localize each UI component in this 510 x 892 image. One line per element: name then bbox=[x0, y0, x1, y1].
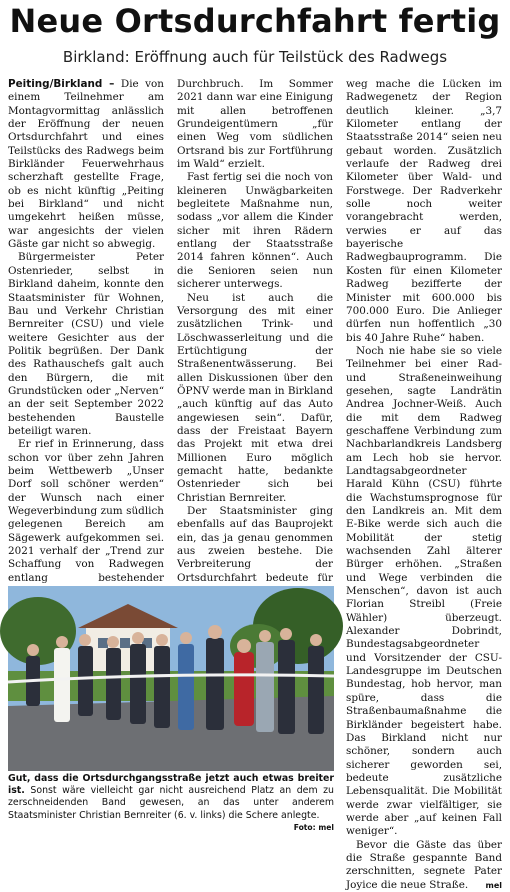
paragraph: weg mache die Lücken im Radwegenetz der Region deutlich kleiner. „3,7 Kilometer entlang der Staatsstraße 2014“ seien neu gebaut worden. Zusätzlich verlaufe der Radweg drei Kilometer über Wald- und Forstwege. Der Radverkehr solle noch weiter vorangebracht werden, verwies er auf das bayerische Radwegbauprogramm. Die Kosten für einen Kilometer Radweg bezifferte der Minister mit 600.000 bis 700.000 Euro. Die Anlieger dürfen nun hoffentlich „30 bis 40 Jahre Ruhe“ haben. bbox=[346, 78, 502, 344]
headline: Neue Ortsdurchfahrt fertig bbox=[9, 2, 501, 40]
photo-illustration bbox=[8, 586, 334, 771]
article-column-3 bbox=[346, 78, 502, 891]
photo-credit: Foto: mel bbox=[293, 822, 334, 832]
paragraph bbox=[8, 78, 164, 251]
dateline: Peiting/Birkland – bbox=[8, 78, 115, 90]
article-column-2 bbox=[177, 78, 333, 584]
caption-body: Sonst wäre vielleicht gar nicht ausreichend Platz an dem zu zerschneidenden Band gewesen, an das unter anderem Staatsminister Christian Bernreiter (6. v. links) die Schere anlegte. bbox=[8, 785, 334, 821]
paragraph-text: Die von einem Teilnehmer am Montagvormittag anlässlich der Eröffnung der neuen Ortsdurchfahrt und eines Teilstücks des Radwegs beim Birkländer Feuerwehrhaus scherzhaft gestellte Frage, ob es nicht künftig „Peiting bei Birkland“ und nicht umgekehrt heißen müsse, war angesichts der vielen Gäste gar nicht so abwegig. bbox=[8, 78, 164, 251]
paragraph: Fast fertig sei die noch von kleineren Unwägbarkeiten begleitete Maßnahme nun, sodass „vor allem die Kinder sicher mit ihren Rädern entlang der Staatsstraße 2014 fahren können“. Auch die Senioren seien nun sicherer unterwegs. bbox=[177, 171, 333, 291]
paragraph: Er rief in Erinnerung, dass schon vor über zehn Jahren beim Wettbewerb „Unser Dorf soll schöner werden“ der Wunsch nach einer Wegeverbindung zum südlich gelegenen Bereich am Sägewerk aufgekommen sei. 2021 verhalf der „Trend zur Schaffung von Radwegen entlang bestehender bbox=[8, 438, 164, 584]
paragraph: Noch nie habe sie so viele Teilnehmer bei einer Rad- und Straßeneinweihung gesehen, sagte Landrätin Andrea Jochner-Weiß. Auch die mit dem Radweg geschaffene Verbindung zum Nachbarlandkreis Landsberg am Lech hob sie hervor. Landtagsabgeordneter Harald Kühn (CSU) führte die Wachstumsprognose für den Landkreis an. Mit dem E-Bike werde sich auch die Mobilität der stetig wachsenden Zahl älterer Bürger erhöhen. „Straßen und Wege verbinden die Menschen“, davon ist auch Florian Streibl (Freie Wähler) überzeugt. Alexander Dobrindt, Bundestagsabgeordneter und Vorsitzender der CSU-Landesgruppe im Deutschen Bundestag, hob hervor, man spüre, dass die Straßenbaumaßnahme die Birkländer begeistert habe. Das Birkland nicht nur schöner, sondern auch sicherer geworden sei, bedeute zusätzliche Lebensqualität. Die Mobilität werde zwar vielfältiger, sie werde aber „auf keinen Fall weniger“. bbox=[346, 344, 502, 838]
caption-lead: Gut, dass die Ortsdurchgangsstraße jetzt auch etwas breiter ist. bbox=[8, 773, 334, 797]
paragraph: Bürgermeister Peter Ostenrieder, selbst in Birkland daheim, konnte den Staatsminister für Wohnen, Bau und Verkehr Christian Bernreiter (CSU) und viele weitere Gesichter aus der Politik begrüßen. Der Dank des Rathauschefs galt auch den Bürgern, die mit Grundstücken oder „Nerven“ an der seit September 2022 bestehenden Baustelle beteiligt waren. bbox=[8, 251, 164, 437]
article-column-1 bbox=[8, 78, 164, 584]
author-signature: mel bbox=[485, 880, 502, 890]
paragraph: Durchbruch. Im Sommer 2021 dann war eine Einigung mit allen betroffenen Grundeigentümern „für einen Weg vom südlichen Ortsrand bis zur Fortführung im Wald“ erzielt. bbox=[177, 78, 333, 171]
photo-caption bbox=[8, 773, 334, 834]
subheadline: Birkland: Eröffnung auch für Teilstück des Radwegs bbox=[62, 48, 448, 66]
paragraph: Der Staatsminister ging ebenfalls auf das Bauprojekt ein, das ja genau genommen aus zweien bestehe. Die Verbreiterung der Ortsdurchfahrt bedeute für bbox=[177, 505, 333, 584]
paragraph: Neu ist auch die Versorgung des mit einer zusätzlichen Trink- und Löschwasserleitung und die Ertüchtigung der Straßenentwässerung. Bei allen Diskussionen über den ÖPNV werde man in Birkland „auch künftig auf das Auto angewiesen sein“. Dafür, dass der Freistaat Bayern das Projekt mit etwa drei Millionen Euro möglich gemacht hatte, bedankte Ostenrieder sich bei Christian Bernreiter. bbox=[177, 291, 333, 504]
paragraph bbox=[346, 839, 502, 892]
ribbon-cutting-photo bbox=[8, 586, 334, 771]
paragraph-text: Bevor die Gäste das über die Straße gespannte Band zerschnitten, segnete Pater Joyice die neue Straße. bbox=[346, 838, 502, 891]
